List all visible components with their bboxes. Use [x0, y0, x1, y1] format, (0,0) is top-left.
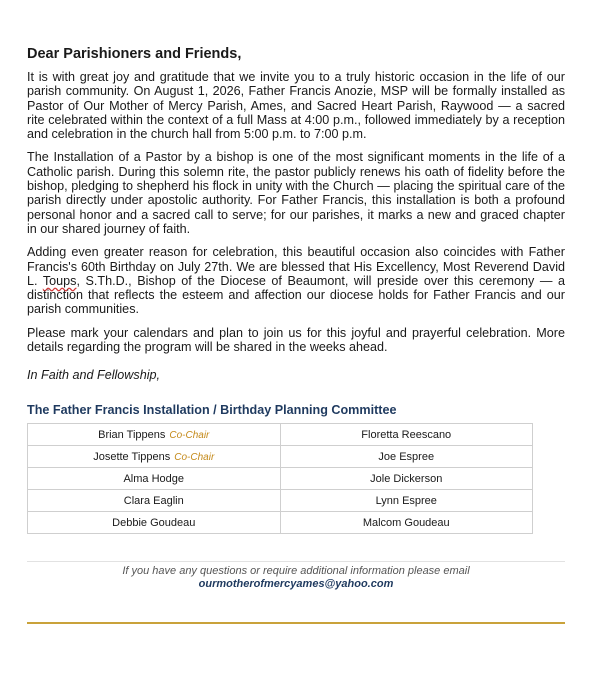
table-row: [28, 446, 533, 468]
member-cell: [28, 424, 281, 446]
paragraph-1: It is with great joy and gratitude that we invite you to a truly historic occasion in the life of our parish community. On August 1, 2026, Father Francis Anozie, MSP will be formally installed as Pastor of Our Mother of Mercy Parish, Ames, and Sacred Heart Parish, Raywood — a sacred rite celebrated within the context of a full Mass at 4:00 p.m., followed immediately by a reception and celebration in the church hall from 5:00 p.m. to 7:00 p.m.: [27, 70, 565, 142]
member-name: Alma Hodge: [123, 472, 185, 485]
table-row: [28, 512, 533, 534]
table-row: [28, 468, 533, 490]
paragraph-3-part-b: , S.Th.D., Bishop of the Diocese of Beaumont, will preside over this ceremony — a distinction that reflects the esteem and affection our diocese holds for Father Francis and our parish communities.: [27, 273, 565, 317]
member-name: Jole Dickerson: [370, 472, 443, 485]
paragraph-4: Please mark your calendars and plan to join us for this joyful and prayerful celebration. More details regarding the program will be shared in the weeks ahead.: [27, 325, 565, 355]
member-cell: [280, 468, 533, 490]
member-name: Josette Tippens: [93, 450, 171, 463]
committee-title: The Father Francis Installation / Birthday Planning Committee: [27, 403, 397, 417]
member-cell: [280, 446, 533, 468]
divider: [27, 561, 565, 562]
contact-question: If you have any questions or require additional information please email: [122, 565, 470, 577]
table-row: [28, 490, 533, 512]
member-cell: [280, 512, 533, 534]
member-cell: [28, 490, 281, 512]
member-name: Brian Tippens: [98, 428, 166, 441]
member-cell: [28, 512, 281, 534]
member-cell: [280, 490, 533, 512]
member-name: Malcom Goudeau: [362, 516, 450, 529]
member-role: Co-Chair: [174, 451, 215, 463]
paragraph-2: The Installation of a Pastor by a bishop is one of the most significant moments in the life of a Catholic parish. During this solemn rite, the pastor publicly renews his oath of fidelity before the bishop, pledging to shepherd his flock in unity with the Church — placing the spiritual care of the parish directly under apostolic authority. For Father Francis, this installation is both a profound personal honor and a sacred call to serve; for our parishes, it marks a new and graced chapter in our shared journey of faith.: [27, 150, 565, 236]
member-cell: [280, 424, 533, 446]
member-name: Joe Espree: [378, 450, 435, 463]
member-name: Lynn Espree: [375, 494, 437, 507]
spellcheck-word-toups: Toups: [42, 273, 77, 288]
letter-body: [27, 46, 565, 363]
salutation: Dear Parishioners and Friends,: [27, 46, 242, 62]
member-name: Debbie Goudeau: [112, 516, 196, 529]
contact-email-link[interactable]: ourmotherofmercyames@yahoo.com: [198, 578, 394, 590]
closing-line: In Faith and Fellowship,: [27, 368, 161, 382]
gold-rule: [27, 622, 565, 624]
member-name: Floretta Reescano: [361, 428, 452, 441]
paragraph-3-part-a: Adding even greater reason for celebration, this beautiful occasion also coincides with Father Francis's 60th Birthday on July 27th. We are blessed that His Excellency, Most Reverend David L.: [27, 245, 565, 288]
member-cell: [28, 446, 281, 468]
member-cell: [28, 468, 281, 490]
paragraph-3: [27, 245, 565, 316]
table-row: [28, 424, 533, 446]
member-role: Co-Chair: [169, 429, 210, 441]
member-name: Clara Eaglin: [123, 494, 184, 507]
contact-block: [27, 565, 565, 591]
committee-table: [27, 423, 533, 534]
